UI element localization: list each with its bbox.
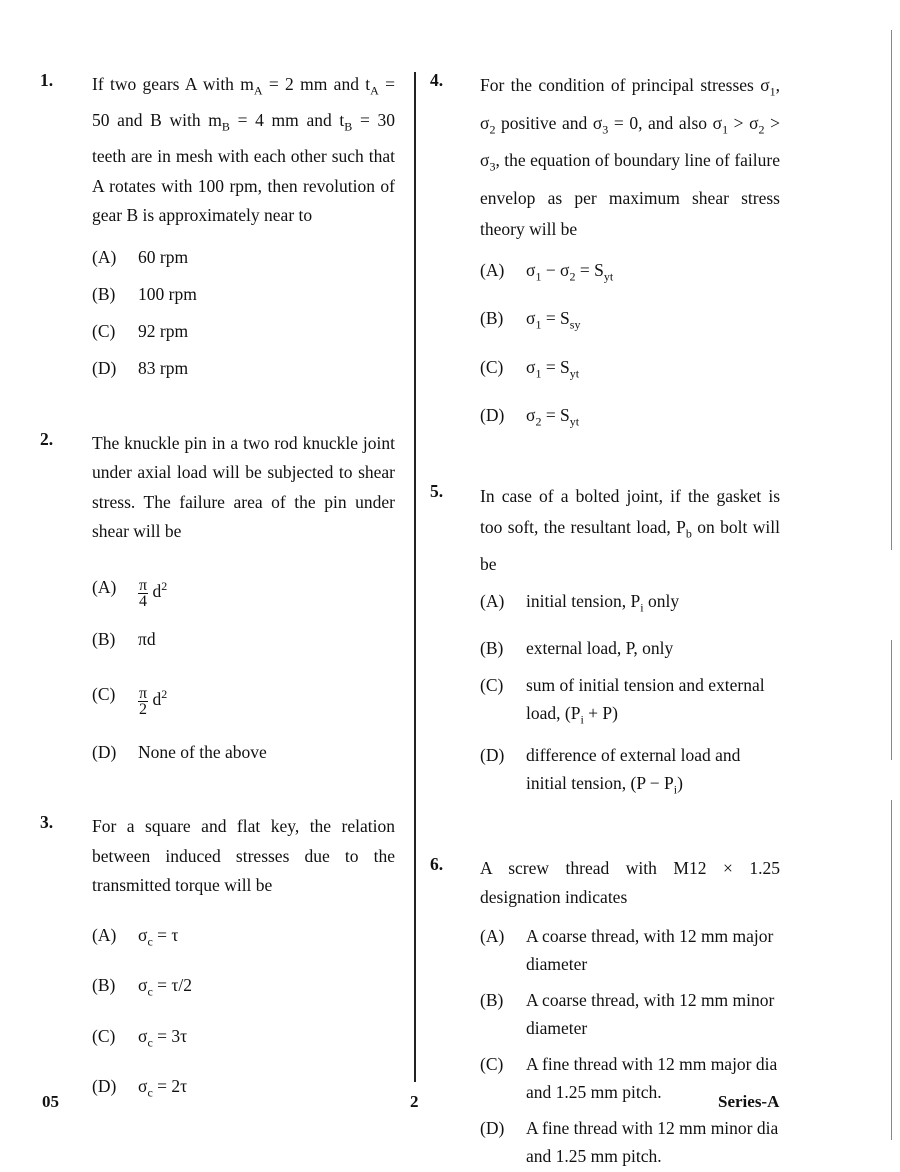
option-a[interactable]: (A) A coarse thread, with 12 mm major diameter xyxy=(480,925,774,974)
question-4 xyxy=(430,70,780,443)
option-b[interactable]: (B) πd xyxy=(92,629,156,650)
question-stem: A screw thread with M12 × 1.25 designation indicates xyxy=(480,857,780,907)
option-b[interactable]: (B) A coarse thread, with 12 mm minor diameter xyxy=(480,989,775,1038)
question-stem: In case of a bolted joint, if the gasket is too soft, the resultant load, $P_b$ on bolt will be xyxy=(480,485,780,574)
column-divider xyxy=(414,72,416,1082)
page-number: 2 xyxy=(410,1092,419,1111)
option-b[interactable]: (B) external load, P, only xyxy=(480,637,674,658)
option-b[interactable]: (B) 100 rpm xyxy=(92,283,197,304)
question-5 xyxy=(430,481,780,804)
option-d[interactable]: (D) None of the above xyxy=(92,742,267,763)
option-c[interactable]: (C) $\sigma_c = 3\tau$ xyxy=(92,1025,188,1050)
question-number: 3. xyxy=(40,812,54,833)
question-stem: For a square and flat key, the relation between induced stresses due to the transmitted torque will be xyxy=(92,816,395,896)
option-c[interactable]: (C) $\sigma_1 = S_{yt}$ xyxy=(480,356,580,380)
left-column xyxy=(40,70,395,1115)
option-c[interactable]: (C) A fine thread with 12 mm major dia and 1.25 mm pitch. xyxy=(480,1053,778,1102)
option-d[interactable]: (D) A fine thread with 12 mm minor dia and 1.25 mm pitch. xyxy=(480,1117,779,1166)
question-1 xyxy=(40,70,395,387)
option-c[interactable]: (C) $\frac{\pi}{2}$ $d^2$ xyxy=(92,684,168,718)
option-b[interactable]: (B) $\sigma_1 = S_{sy}$ xyxy=(480,308,581,332)
option-a-formula: $\frac{\pi}{4}$ $d^2$ xyxy=(139,576,168,610)
question-3 xyxy=(40,812,395,1115)
question-number: 4. xyxy=(430,70,444,90)
series-label: Series-A xyxy=(718,1092,780,1111)
right-column xyxy=(430,70,780,1170)
footer-code: 05 xyxy=(42,1092,59,1111)
option-d[interactable]: (D) $\sigma_c = 2\tau$ xyxy=(92,1076,188,1100)
question-6 xyxy=(430,854,780,1170)
question-number: 6. xyxy=(430,853,444,874)
option-c[interactable]: (C) 92 rpm xyxy=(92,320,189,341)
question-stem: For the condition of principal stresses $\sigma_1$, $\sigma_2$ positive and $\sigma_3 = 0$, and also $\sigma_1 > \sigma_2 > \sigma_3$, the equation of boundary line of failure envelop as per maximum shear stress theory will be xyxy=(480,75,780,239)
option-a[interactable]: (A) 60 rpm xyxy=(92,246,189,267)
option-a[interactable]: (A) $\frac{\pi}{4}$ $d^2$ xyxy=(92,576,168,610)
page-edge-line xyxy=(891,640,892,760)
question-2 xyxy=(40,429,395,775)
page-edge-line xyxy=(891,800,892,1140)
option-a[interactable]: (A) $\sigma_1 - \sigma_2 = S_{yt}$ xyxy=(480,259,614,283)
option-d[interactable]: (D) difference of external load and initial tension, $(P - P_i)$ xyxy=(480,745,741,797)
question-number: 2. xyxy=(40,428,54,449)
option-c-formula: $\frac{\pi}{2}$ $d^2$ xyxy=(139,684,168,718)
question-number: 1. xyxy=(40,70,54,90)
question-stem: If two gears A with $m_A = 2$ mm and $t_A = 50$ and B with $m_B = 4$ mm and $t_B = 30$ teeth are in mesh with each other such that A rotates with 100 rpm, then revolution of gear B is approximately near to xyxy=(92,74,395,225)
option-d[interactable]: (D) 83 rpm xyxy=(92,357,189,378)
option-b[interactable]: (B) $\sigma_c = \tau/2$ xyxy=(92,975,193,999)
question-number: 5. xyxy=(430,480,444,501)
page-edge-line xyxy=(891,30,892,550)
option-a[interactable]: (A) initial tension, $P_i$ only xyxy=(480,591,680,615)
option-a[interactable]: (A) $\sigma_c = \tau$ xyxy=(92,924,179,949)
option-d[interactable]: (D) $\sigma_2 = S_{yt}$ xyxy=(480,405,580,429)
option-c[interactable]: (C) sum of initial tension and external load, $(P_i + P)$ xyxy=(480,674,765,726)
question-stem: The knuckle pin in a two rod knuckle joint under axial load will be subjected to shear stress. The failure area of the pin under shear will be xyxy=(92,432,395,541)
